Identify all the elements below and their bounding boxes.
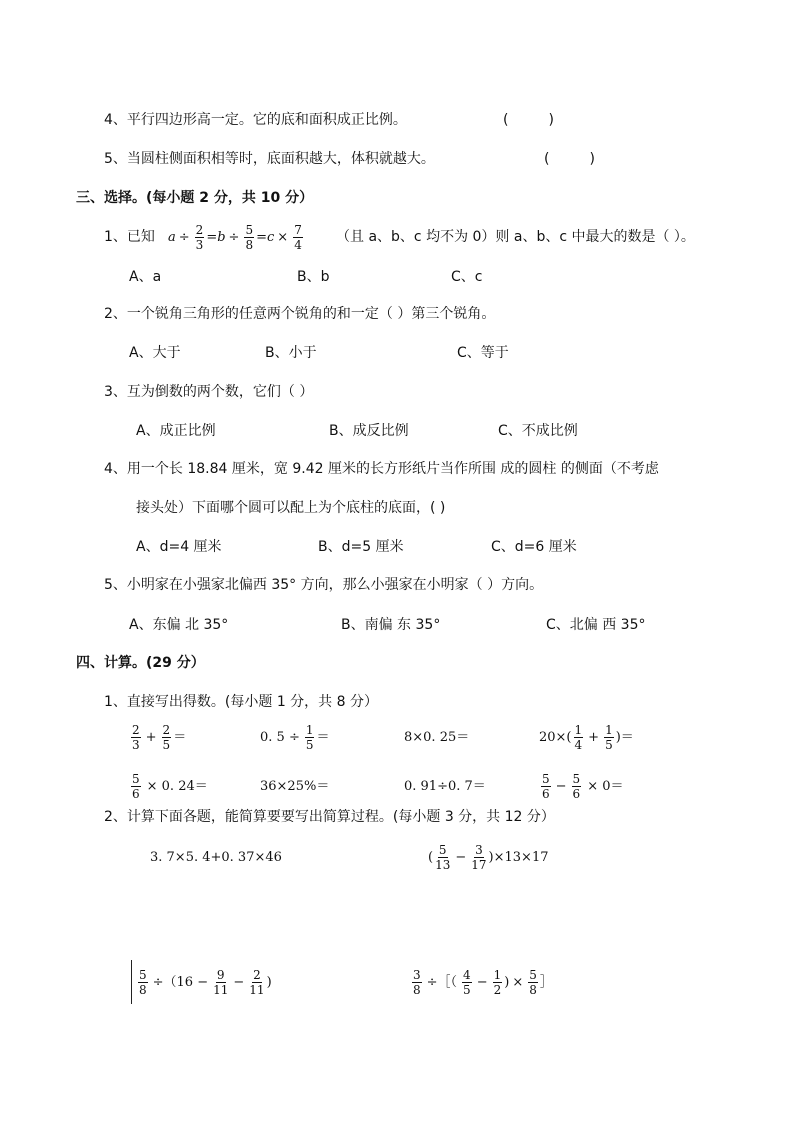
calc-item-3: 8×0. 25＝ — [404, 729, 470, 745]
option-c[interactable]: C、d=6 厘米 — [491, 539, 577, 555]
tf-question-5: 5、当圆柱侧面积相等时，底面积越大，体积就越大。 — [104, 151, 435, 167]
answer-blank[interactable]: ( ) — [544, 151, 595, 167]
option-b[interactable]: B、成反比例 — [329, 423, 409, 439]
calc-item-2: 0. 5 ÷ 1 5 ＝ — [260, 722, 330, 752]
option-a[interactable]: A、大于 — [129, 345, 181, 361]
section-heading-choice: 三、选择。(每小题 2 分，共 10 分） — [76, 190, 314, 206]
option-b[interactable]: B、b — [297, 269, 330, 285]
choice-question-3: 3、互为倒数的两个数，它们（ ） — [104, 384, 314, 400]
choice-question-1-prefix: 1、已知 — [104, 229, 155, 245]
calc-item-1: 2 3 + $\frac{2}{5}$ ＝ — [132, 722, 187, 752]
option-c[interactable]: C、北偏 西 35° — [546, 617, 646, 633]
choice-question-1-suffix: （且 a、b、c 均不为 0）则 a、b、c 中最大的数是（ ）。 — [336, 229, 695, 245]
calc-item-7: 0. 91÷0. 7＝ — [404, 778, 486, 794]
choice-question-2: 2、一个锐角三角形的任意两个锐角的和一定（ ）第三个锐角。 — [104, 306, 496, 322]
calc-subsection-1: 1、直接写出得数。(每小题 1 分，共 8 分） — [104, 694, 378, 710]
choice-question-4-line1: 4、用一个长 18.84 厘米，宽 9.42 厘米的长方形纸片当作所围 成的圆柱 的侧面（不考虑 — [104, 461, 659, 477]
calc-expression-a: 3. 7×5. 4+0. 37×46 — [150, 849, 282, 865]
option-b[interactable]: B、d=5 厘米 — [318, 539, 404, 555]
choice-question-1-formula: a ÷ $\frac{2}{3}$ = b ÷ $\frac{5}{8}$ = c × $\frac{7}{4}$ — [168, 222, 302, 252]
calc-item-6: 36×25%＝ — [260, 778, 330, 794]
calc-expression-c: $\frac{5}{8}$ ÷（16 − $\frac{9}{11}$ − $\frac{2}{11}$ ) — [139, 967, 272, 997]
section-heading-calculation: 四、计算。(29 分） — [76, 655, 205, 671]
calc-expression-b: ( 5 13 − $\frac{3}{17}$ ) ×13×17 — [428, 842, 549, 872]
option-a[interactable]: A、成正比例 — [136, 423, 216, 439]
choice-question-4-line2: 接头处）下面哪个圆可以配上为个底柱的底面，( ) — [136, 500, 446, 516]
calc-item-8: 5 6 − $\frac{5}{6}$ × 0＝ — [542, 771, 624, 801]
tf-question-4: 4、平行四边形高一定。它的底和面积成正比例。 — [104, 112, 407, 128]
option-a[interactable]: A、a — [129, 269, 162, 285]
answer-blank[interactable]: ( ) — [503, 112, 554, 128]
option-b[interactable]: B、小于 — [265, 345, 317, 361]
calc-subsection-2: 2、计算下面各题，能简算要要写出简算过程。(每小题 3 分，共 12 分） — [104, 809, 555, 825]
margin-mark — [131, 960, 132, 1004]
option-c[interactable]: C、c — [451, 269, 483, 285]
option-a[interactable]: A、东偏 北 35° — [129, 617, 229, 633]
option-c[interactable]: C、等于 — [457, 345, 509, 361]
calc-item-4: 20×( 1 4 + $\frac{1}{5}$ )＝ — [539, 722, 634, 752]
option-a[interactable]: A、d=4 厘米 — [136, 539, 222, 555]
calc-expression-d: $\frac{3}{8}$ ÷［（ 4 5 − $\frac{1}{2}$ ) × $\frac{5}{8}$ ］ — [413, 967, 553, 997]
calc-item-5: 5 6 × 0. 24＝ — [132, 771, 208, 801]
option-b[interactable]: B、南偏 东 35° — [341, 617, 441, 633]
choice-question-5: 5、小明家在小强家北偏西 35° 方向，那么小强家在小明家（ ）方向。 — [104, 577, 544, 593]
option-c[interactable]: C、不成比例 — [498, 423, 578, 439]
